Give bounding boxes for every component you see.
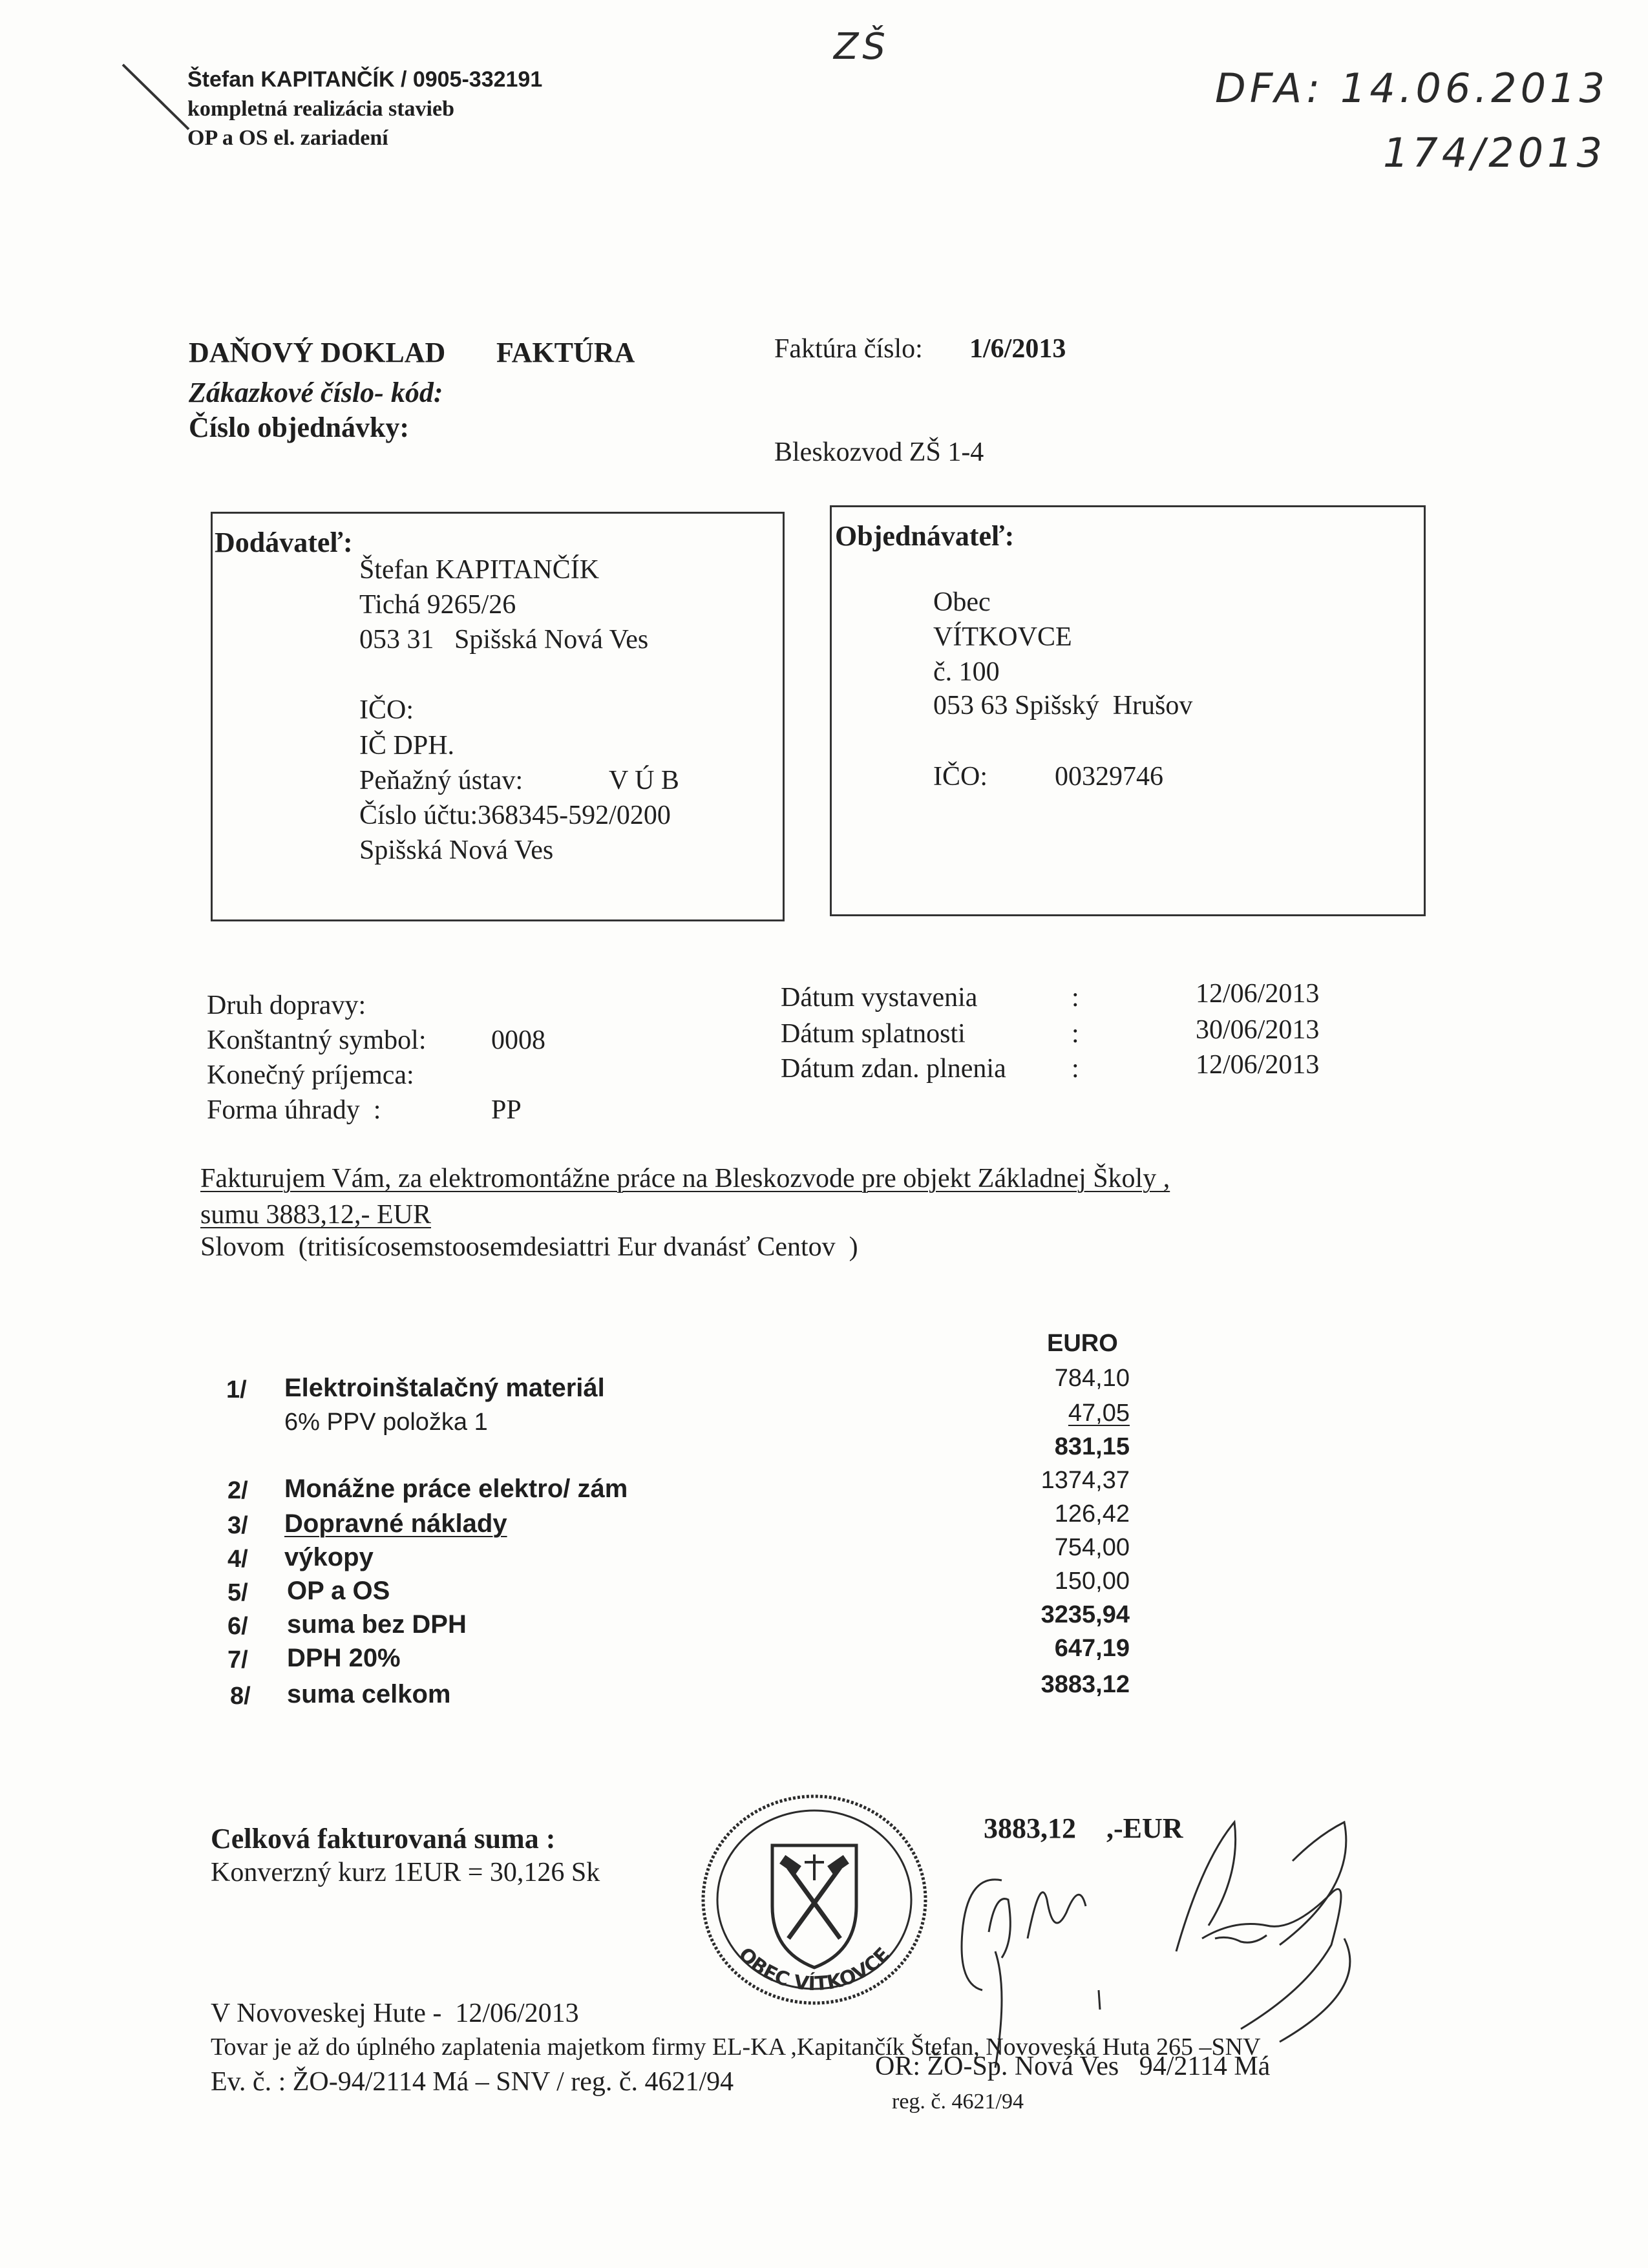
objednavka-label: Číslo objednávky: [189,412,410,443]
item-label: Dopravné náklady [284,1509,507,1538]
footer-place-date: V Novoveskej Hute - 12/06/2013 [211,1999,579,2028]
footer-ownership: Tovar je až do úplného zaplatenia majetkom firmy EL-KA ,Kapitančík Štefan, Novoveská Huta 265 –SNV [211,2033,1261,2061]
colon-2: : [1072,1019,1079,1049]
item-subtotal: 831,15 [1054,1433,1130,1460]
customer-ico: 00329746 [1055,762,1163,792]
datum-zdan-label: Dátum zdan. plnenia [781,1054,1006,1084]
item-value: 784,10 [1054,1365,1130,1392]
supplier-city: 053 31 Spišská Nová Ves [359,625,649,655]
project-name: Bleskozvod ZŠ 1-4 [774,437,984,467]
doc-title-invoice: FAKTÚRA [496,337,635,368]
header-slash-mark [116,58,194,155]
item-num: 3/ [227,1512,248,1539]
footer-or: OR: ŽO-Sp. Nová Ves 94/2114 Má [875,2052,1271,2081]
item-label: suma celkom [287,1680,451,1708]
zakazkove-cislo-label: Zákazkové číslo- kód: [189,377,443,408]
item-value: 1374,37 [1041,1467,1130,1494]
forma-uhrady-label: Forma úhrady : [207,1095,381,1125]
item-label: 6% PPV položka 1 [284,1409,488,1436]
customer-ico-label: IČO: [933,762,988,792]
item-num: 1/ [226,1376,247,1403]
item-num: 5/ [227,1579,248,1606]
druh-dopravy-label: Druh dopravy: [207,991,366,1020]
datum-vystavenia-value: 12/06/2013 [1196,979,1320,1009]
invoice-number-label: Faktúra číslo: [774,334,923,364]
conversion-rate: Konverzný kurz 1EUR = 30,126 Sk [211,1858,600,1887]
supplier-name: Štefan KAPITANČÍK [359,555,600,585]
forma-uhrady-value: PP [491,1095,522,1125]
item-label: výkopy [284,1543,374,1571]
signature-icon [931,1796,1422,2068]
datum-splatnosti-label: Dátum splatnosti [781,1019,966,1049]
supplier-bank-label: Peňažný ústav: [359,766,523,795]
invoice-number: 1/6/2013 [969,334,1066,364]
datum-zdan-value: 12/06/2013 [1196,1050,1320,1080]
customer-heading: Objednávateľ: [835,520,1015,552]
footer-ev-number: Ev. č. : ŽO-94/2114 Má – SNV / reg. č. 4621/94 [211,2067,734,2097]
total-label: Celková fakturovaná suma : [211,1823,556,1854]
item-label: Monážne práce elektro/ zám [284,1475,628,1503]
item-label: DPH 20% [287,1644,401,1672]
colon-1: : [1072,983,1079,1013]
customer-line4: 053 63 Spišský Hrušov [933,691,1193,720]
customer-line1: Obec [933,587,991,617]
item-label: suma bez DPH [287,1610,467,1639]
item-value: 3235,94 [1041,1601,1130,1628]
footer-reg: reg. č. 4621/94 [892,2090,1024,2114]
invoice-text-line1: Fakturujem Vám, za elektromontážne práce na Bleskozvode pre objekt Základnej Školy , [200,1164,1170,1193]
konst-symbol-label: Konštantný symbol: [207,1025,427,1055]
item-num: 4/ [227,1546,248,1573]
supplier-bank: V Ú B [609,766,679,795]
item-num: 8/ [230,1683,251,1710]
supplier-street: Tichá 9265/26 [359,590,516,620]
supplier-heading: Dodávateľ: [215,527,353,558]
company-line: Štefan KAPITANČÍK / 0905-332191 [187,67,543,92]
invoice-text-line2: sumu 3883,12,- EUR [200,1200,431,1230]
supplier-account-city: Spišská Nová Ves [359,835,554,865]
datum-vystavenia-label: Dátum vystavenia [781,983,978,1013]
customer-line3: č. 100 [933,657,1000,687]
total-value: 3883,12 [984,1812,1076,1844]
konst-symbol-value: 0008 [491,1025,545,1055]
handwritten-dfa-date: DFA: 14.06.2013 [1215,65,1609,112]
item-value: 47,05 [1068,1400,1130,1427]
handwritten-zs: ZŠ [834,26,889,68]
datum-splatnosti-value: 30/06/2013 [1196,1015,1320,1045]
item-num: 7/ [227,1646,248,1674]
colon-3: : [1072,1054,1079,1084]
item-value: 126,42 [1054,1500,1130,1528]
konecny-prijemca-label: Konečný príjemca: [207,1060,414,1090]
supplier-icdph: IČ DPH. [359,731,455,761]
item-value: 647,19 [1054,1635,1130,1662]
item-value: 754,00 [1054,1534,1130,1561]
supplier-account: Číslo účtu:368345-592/0200 [359,801,671,830]
invoice-text-words: Slovom (tritisícosemstoosemdesiattri Eur dvanásť Centov ) [200,1232,858,1262]
seal-text: OBEC VÍTKOVCE [734,1943,895,1996]
company-tagline: kompletná realizácia stavieb [187,97,454,121]
currency-header: EURO [1047,1330,1118,1357]
supplier-ico: IČO: [359,695,414,725]
municipal-seal-icon [692,1783,937,2016]
item-label: OP a OS [287,1577,390,1605]
item-value: 3883,12 [1041,1671,1130,1698]
item-value: 150,00 [1054,1568,1130,1595]
item-label: Elektroinštalačný materiál [284,1374,605,1402]
total-currency: ,-EUR [1106,1812,1183,1844]
item-num: 6/ [227,1613,248,1640]
doc-title: DAŇOVÝ DOKLAD [189,337,446,368]
customer-line2: VÍTKOVCE [933,622,1072,652]
company-tagline-2: OP a OS el. zariadení [187,126,388,150]
handwritten-reg-number: 174/2013 [1383,129,1607,176]
item-num: 2/ [227,1477,248,1504]
